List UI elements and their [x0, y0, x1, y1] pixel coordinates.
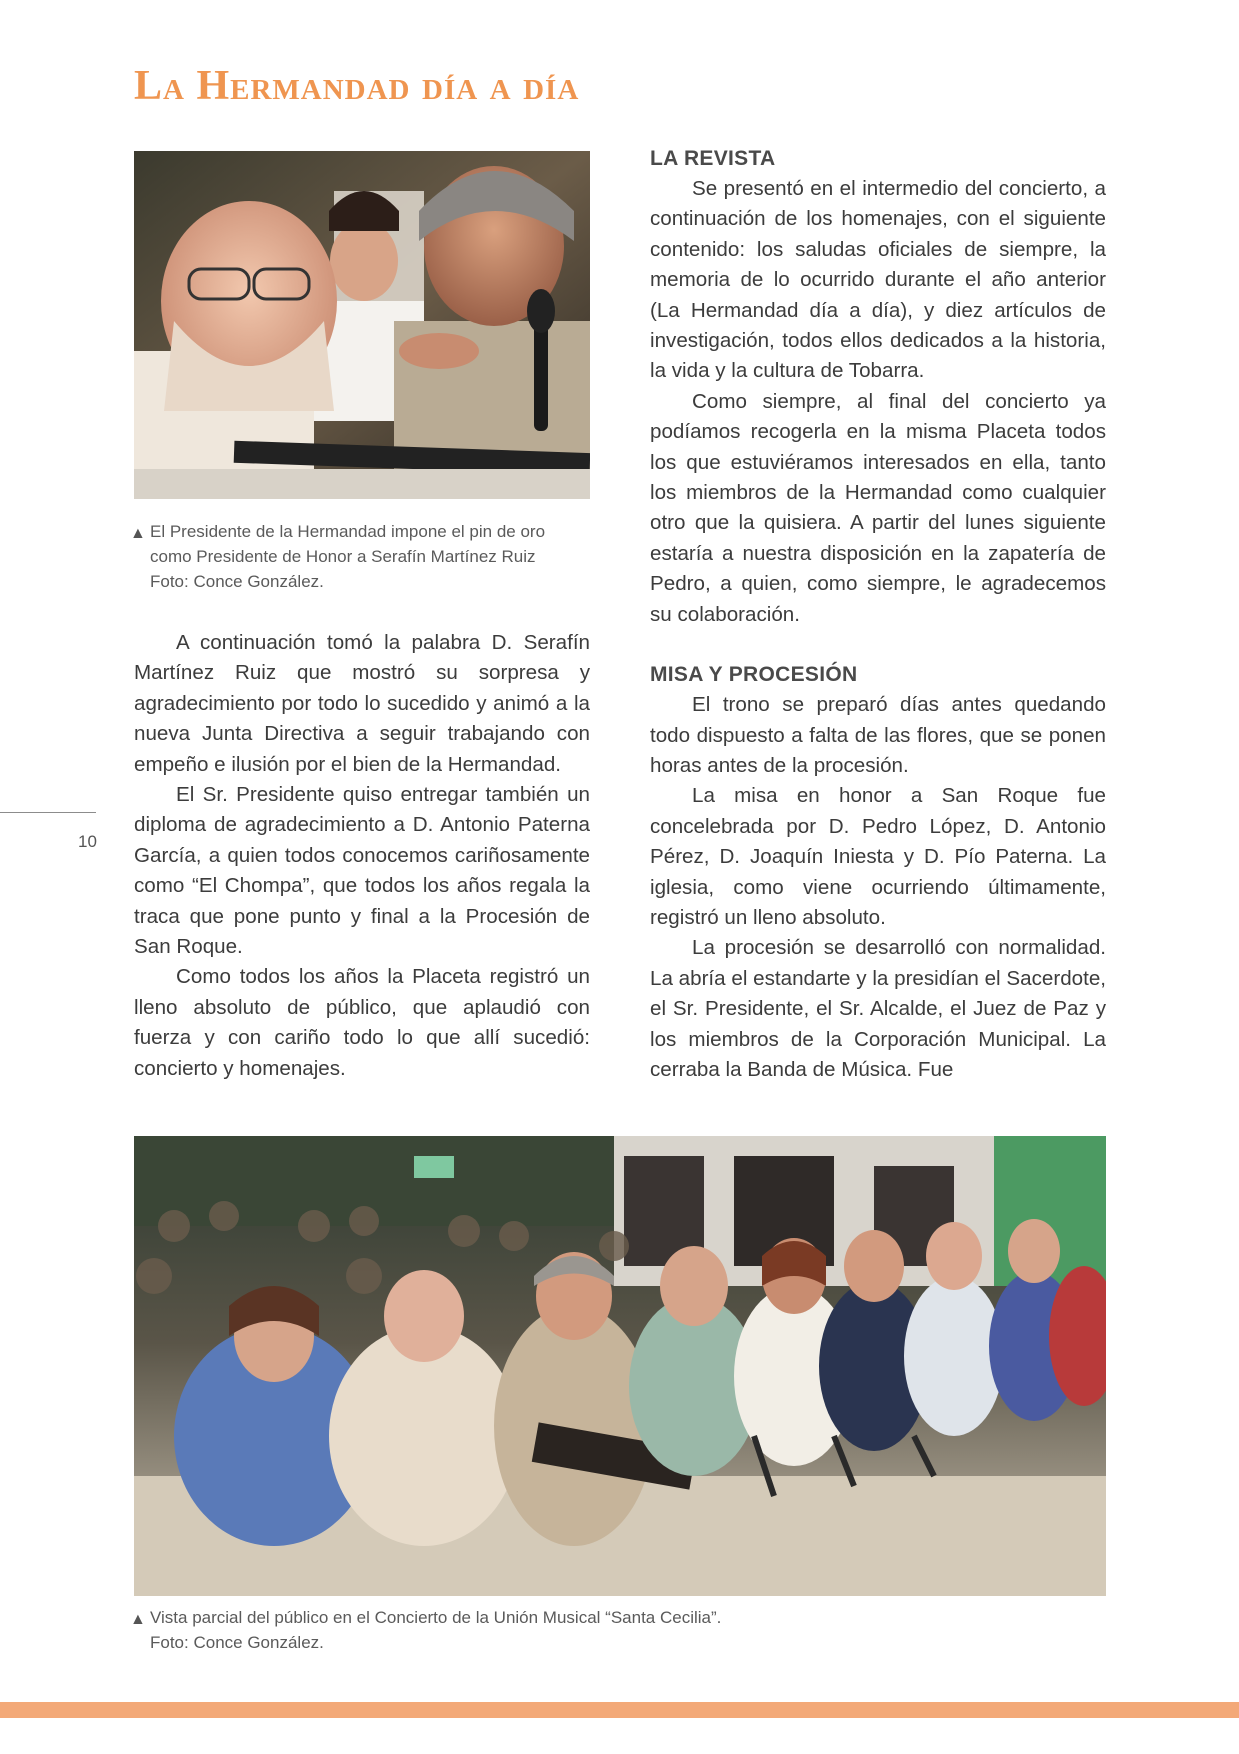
paragraph: El trono se preparó días antes quedando todo dispuesto a falta de las flores, que se ponen horas antes de la procesión. — [650, 693, 1106, 777]
caption-line: Foto: Conce González. — [150, 572, 324, 591]
caption-line: como Presidente de Honor a Serafín Martínez Ruiz — [150, 547, 536, 566]
footer-color-bar — [0, 1702, 1239, 1718]
page-title: La Hermandad día a día — [134, 63, 580, 109]
page-number: 10 — [78, 832, 97, 851]
paragraph: A continuación tomó la palabra D. Serafín Martínez Ruiz que mostró su sorpresa y agradecimiento por todo lo sucedido y animó a la nueva Junta Directiva a seguir trabajando con empeño e ilusión por el bien de la Hermandad. — [134, 631, 590, 776]
section-heading-misa-procesion: MISA Y PROCESIÓN — [650, 663, 858, 687]
section-heading-la-revista: LA REVISTA — [650, 147, 776, 170]
caption-line: El Presidente de la Hermandad impone el pin de oro — [150, 522, 546, 541]
paragraph: Como todos los años la Placeta registró un lleno absoluto de público, que aplaudió con fuerza y con cariño todo lo que allí sucedió: concierto y homenajes. — [134, 965, 590, 1080]
paragraph: Como siempre, al final del concierto ya podíamos recogerla en la misma Placeta todos los que estuviéramos interesados en ella, tanto los miembros de la Hermandad como cualquier otro que la quisiera. A partir del lunes siguiente estaría a nuestra disposición en la zapatería de Pedro, a quien, como siempre, le agradecemos su colaboración. — [650, 389, 1106, 626]
photo-caption-top — [132, 519, 592, 594]
right-column-text — [650, 144, 1106, 1085]
triangle-marker-icon: ▲ — [130, 1611, 146, 1628]
paragraph: La misa en honor a San Roque fue concelebrada por D. Pedro López, D. Antonio Pérez, D. Joaquín Iniesta y D. Pío Paterna. La iglesia, como viene ocurriendo últimamente, registró un lleno absoluto. — [650, 784, 1106, 929]
caption-line: Vista parcial del público en el Concierto de la Unión Musical “Santa Cecilia”. — [150, 1608, 722, 1627]
triangle-marker-icon: ▲ — [130, 525, 146, 542]
margin-rule — [0, 812, 96, 813]
paragraph: La procesión se desarrolló con normalidad. La abría el estandarte y la presidían el Sacerdote, el Sr. Presidente, el Sr. Alcalde, el Juez de Paz y los miembros de la Corporación Municipal. La cerraba la Banda de Música. Fue — [650, 936, 1106, 1081]
photo-audience-concert — [134, 1136, 1106, 1596]
photo-president-pin-ceremony — [134, 151, 590, 499]
left-column-text — [134, 628, 590, 1084]
paragraph: Se presentó en el intermedio del concierto, a continuación de los homenajes, con el siguiente contenido: los saludas oficiales de siempre, la memoria de lo ocurrido durante el año anterior (La Hermandad día a día), y diez artículos de investigación, todos ellos dedicados a la historia, la vida y la cultura de Tobarra. — [650, 177, 1106, 383]
photo-caption-bottom — [132, 1605, 1032, 1655]
caption-line: Foto: Conce González. — [150, 1633, 324, 1652]
paragraph: El Sr. Presidente quiso entregar también un diploma de agradecimiento a D. Antonio Paterna García, a quien todos conocemos cariñosamente como “El Chompa”, que todos los años regala la traca que pone punto y final a la Procesión de San Roque. — [134, 783, 590, 959]
